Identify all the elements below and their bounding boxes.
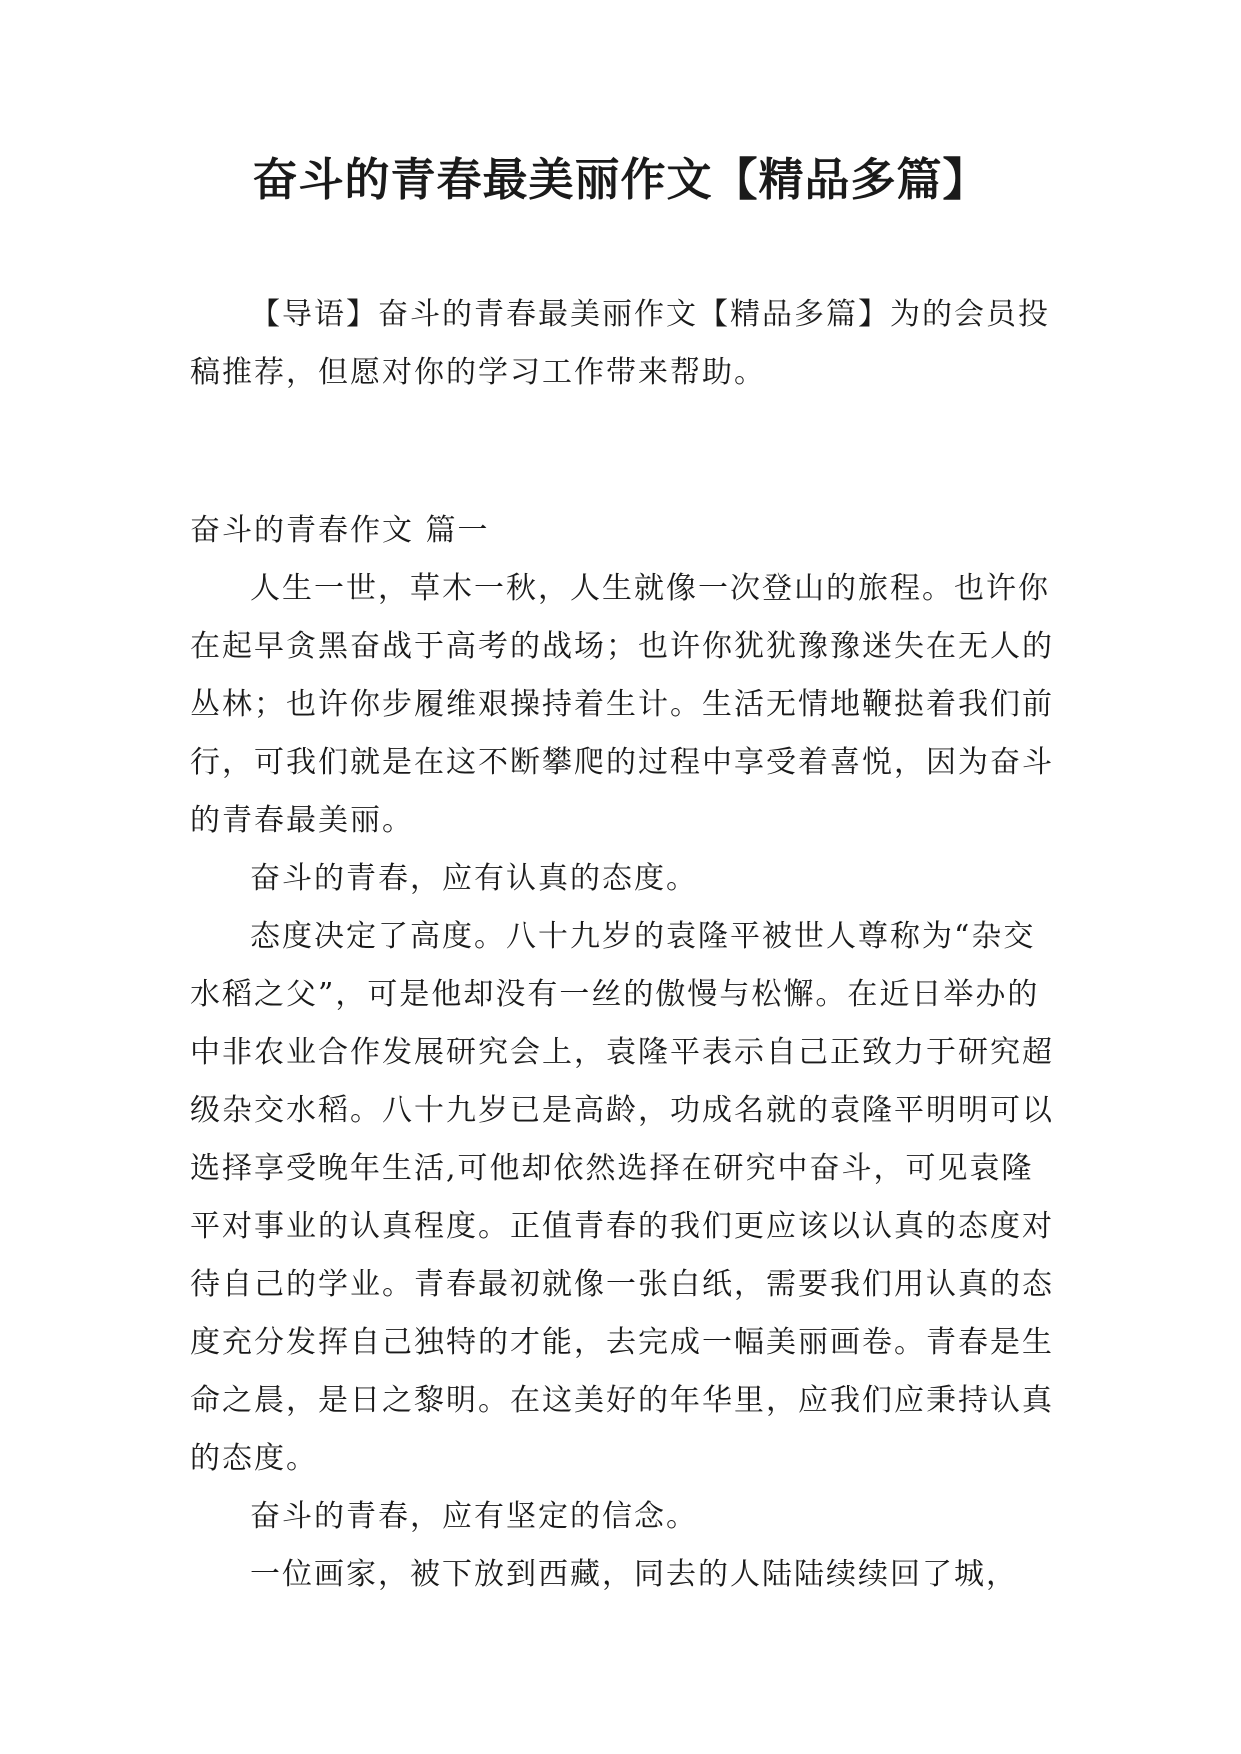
paragraph-1: 人生一世，草木一秋，人生就像一次登山的旅程。也许你在起早贪黑奋战于高考的战场；也许你犹犹豫豫迷失在无人的丛林；也许你步履维艰操持着生计。生活无情地鞭挞着我们前行，可我们就是在这不断攀爬的过程中享受着喜悦，因为奋斗的青春最美丽。 bbox=[190, 571, 1054, 838]
paragraph-5: 一位画家，被下放到西藏，同去的人陆陆续续回了城， bbox=[250, 1557, 1018, 1592]
section-heading: 奋斗的青春作文 篇一 bbox=[190, 513, 490, 548]
paragraph-2: 奋斗的青春，应有认真的态度。 bbox=[250, 861, 698, 896]
document-body bbox=[190, 286, 1060, 1604]
paragraph-3: 态度决定了高度。八十九岁的袁隆平被世人尊称为“杂交水稻之父”，可是他却没有一丝的傲慢与松懈。在近日举办的中非农业合作发展研究会上，袁隆平表示自己正致力于研究超级杂交水稻。八十九岁已是高龄，功成名就的袁隆平明明可以选择享受晚年生活,可他却依然选择在研究中奋斗，可见袁隆平对事业的认真程度。正值青春的我们更应该以认真的态度对待自己的学业。青春最初就像一张白纸，需要我们用认真的态度充分发挥自己独特的才能，去完成一幅美丽画卷。青春是生命之晨，是日之黎明。在这美好的年华里，应我们应秉持认真的态度。 bbox=[190, 919, 1054, 1476]
paragraph-4: 奋斗的青春，应有坚定的信念。 bbox=[250, 1499, 698, 1534]
document-title: 奋斗的青春最美丽作文【精品多篇】 bbox=[252, 153, 989, 206]
lead-paragraph: 【导语】奋斗的青春最美丽作文【精品多篇】为的会员投稿推荐，但愿对你的学习工作带来帮助。 bbox=[190, 297, 1050, 390]
